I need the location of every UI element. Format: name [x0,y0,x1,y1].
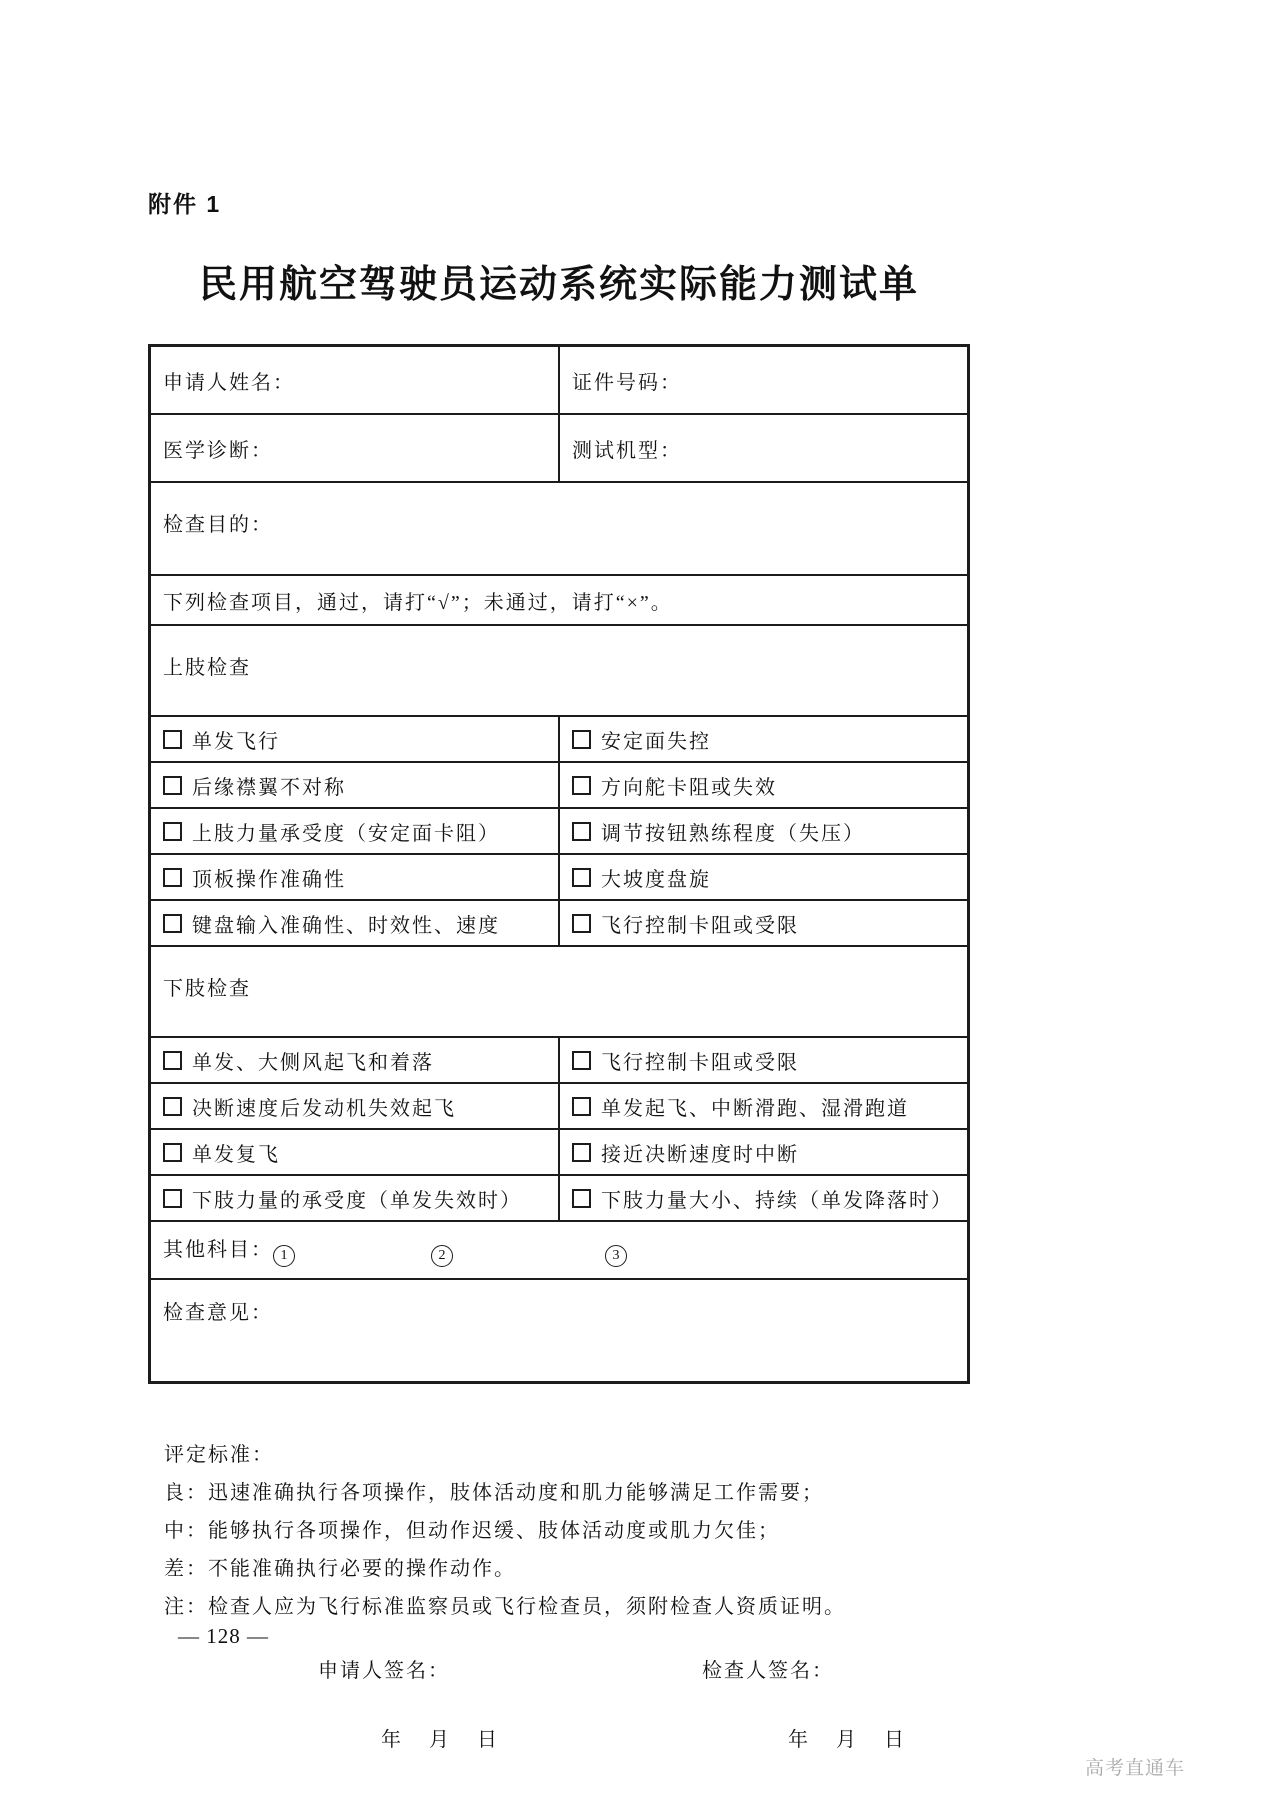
page-title: 民用航空驾驶员运动系统实际能力测试单 [198,264,919,306]
circled-number-2 [431,1245,453,1267]
standards-title: 评定标准： [164,1444,274,1466]
checkbox-row [150,854,969,900]
other-subjects-label: 其他科目： [163,1239,273,1261]
checkbox-icon[interactable] [572,776,591,795]
check-item-label: 单发、大侧风起飞和着落 [192,1051,434,1074]
checkbox-icon[interactable] [163,822,182,841]
field-label: 医学诊断： [163,439,273,462]
checkbox-icon[interactable] [572,1097,591,1116]
field-label: 证件号码： [572,371,682,394]
circled-number-text: 2 [438,1248,446,1263]
check-item-label: 调节按钮熟练程度（失压） [601,822,865,845]
date-row [148,1723,970,1752]
check-item-label: 接近决断速度时中断 [601,1143,799,1166]
standards-line-poor: 差：不能准确执行必要的操作动作。 [164,1558,516,1580]
test-form-table [148,344,970,1384]
checkbox-icon[interactable] [572,730,591,749]
checkbox-row [150,1083,969,1129]
rating-standards [148,1436,970,1626]
checkbox-icon[interactable] [163,1189,182,1208]
field-test-aircraft-type [559,414,969,482]
checkbox-icon[interactable] [572,1189,591,1208]
checkbox-icon[interactable] [163,1143,182,1162]
checkbox-row [150,808,969,854]
check-item-label: 单发飞行 [192,730,280,753]
circled-number-text: 1 [280,1248,288,1263]
section-header-row [150,946,969,1037]
field-id-number [559,346,969,415]
checkbox-icon[interactable] [572,1143,591,1162]
circled-number-3 [605,1245,627,1267]
applicant-date-line: 年 月 日 [381,1729,501,1751]
check-item [150,854,560,900]
check-item-label: 键盘输入准确性、时效性、速度 [192,914,500,937]
checkbox-icon[interactable] [572,914,591,933]
check-item [559,854,969,900]
examiner-signature-label: 检查人签名： [702,1660,834,1682]
check-item-label: 单发起飞、中断滑跑、湿滑跑道 [601,1097,909,1120]
check-item-label: 顶板操作准确性 [192,868,346,891]
check-item [150,1037,560,1083]
field-exam-purpose [150,482,969,575]
field-label: 检查目的： [163,513,273,536]
check-item-label: 单发复飞 [192,1143,280,1166]
checkbox-icon[interactable] [163,730,182,749]
check-item [559,1129,969,1175]
instruction-text: 下列检查项目，通过，请打“√”；未通过，请打“×”。 [150,575,969,625]
watermark-text: 高考直通车 [1084,1758,1185,1779]
check-item-label: 大坡度盘旋 [601,868,711,891]
checkbox-icon[interactable] [163,868,182,887]
check-item [559,808,969,854]
page-number: — 128 — [178,1624,269,1648]
section-header-lower-limb: 下肢检查 [150,946,969,1037]
check-item [559,716,969,762]
standards-line-medium: 中：能够执行各项操作，但动作迟缓、肢体活动度或肌力欠佳； [164,1520,780,1542]
checkbox-row [150,762,969,808]
check-item [150,1083,560,1129]
field-label: 申请人姓名： [163,371,295,394]
field-exam-opinion [150,1279,969,1383]
check-item [150,716,560,762]
checkbox-row [150,900,969,946]
check-item [559,1175,969,1221]
checkbox-icon[interactable] [163,914,182,933]
other-subjects-row [150,1221,969,1279]
applicant-signature-label: 申请人签名： [318,1660,450,1682]
other-subjects-cell [150,1221,969,1279]
standards-line-note: 注：检查人应为飞行标准监察员或飞行检查员，须附检查人资质证明。 [164,1596,846,1618]
attachment-label: 附件 1 [148,191,222,217]
check-item-label: 下肢力量大小、持续（单发降落时） [601,1189,953,1212]
check-item-label: 飞行控制卡阻或受限 [601,1051,799,1074]
check-item-label: 后缘襟翼不对称 [192,776,346,799]
checkbox-row [150,1175,969,1221]
checkbox-icon[interactable] [572,868,591,887]
instruction-row [150,575,969,625]
section-header-upper-limb: 上肢检查 [150,625,969,716]
checkbox-row [150,1037,969,1083]
checkbox-icon[interactable] [163,1097,182,1116]
checkbox-row [150,1129,969,1175]
standards-line-good: 良：迅速准确执行各项操作，肢体活动度和肌力能够满足工作需要； [164,1482,824,1504]
check-item-label: 安定面失控 [601,730,711,753]
checkbox-row [150,716,969,762]
check-item-label: 上肢力量承受度（安定面卡阻） [192,822,500,845]
opinion-row [150,1279,969,1383]
checkbox-icon[interactable] [163,776,182,795]
field-medical-diagnosis [150,414,560,482]
check-item [150,762,560,808]
section-header-row [150,625,969,716]
document-content [148,0,970,1752]
check-item [150,1129,560,1175]
field-label: 检查意见： [163,1302,273,1324]
info-row [150,346,969,415]
check-item [150,900,560,946]
info-row [150,414,969,482]
circled-number-1 [273,1245,295,1267]
check-item-label: 下肢力量的承受度（单发失效时） [192,1189,522,1212]
check-item [150,808,560,854]
circled-number-text: 3 [612,1248,620,1263]
examiner-date-line: 年 月 日 [788,1729,908,1751]
field-label: 测试机型： [572,439,682,462]
check-item [559,1083,969,1129]
field-applicant-name [150,346,560,415]
purpose-row [150,482,969,575]
check-item [150,1175,560,1221]
check-item-label: 飞行控制卡阻或受限 [601,914,799,937]
checkbox-icon[interactable] [572,822,591,841]
check-item-label: 方向舵卡阻或失效 [601,776,777,799]
check-item [559,900,969,946]
check-item [559,1037,969,1083]
check-item-label: 决断速度后发动机失效起飞 [192,1097,456,1120]
checkbox-icon[interactable] [163,1051,182,1070]
check-item [559,762,969,808]
checkbox-icon[interactable] [572,1051,591,1070]
signature-row [148,1654,970,1683]
